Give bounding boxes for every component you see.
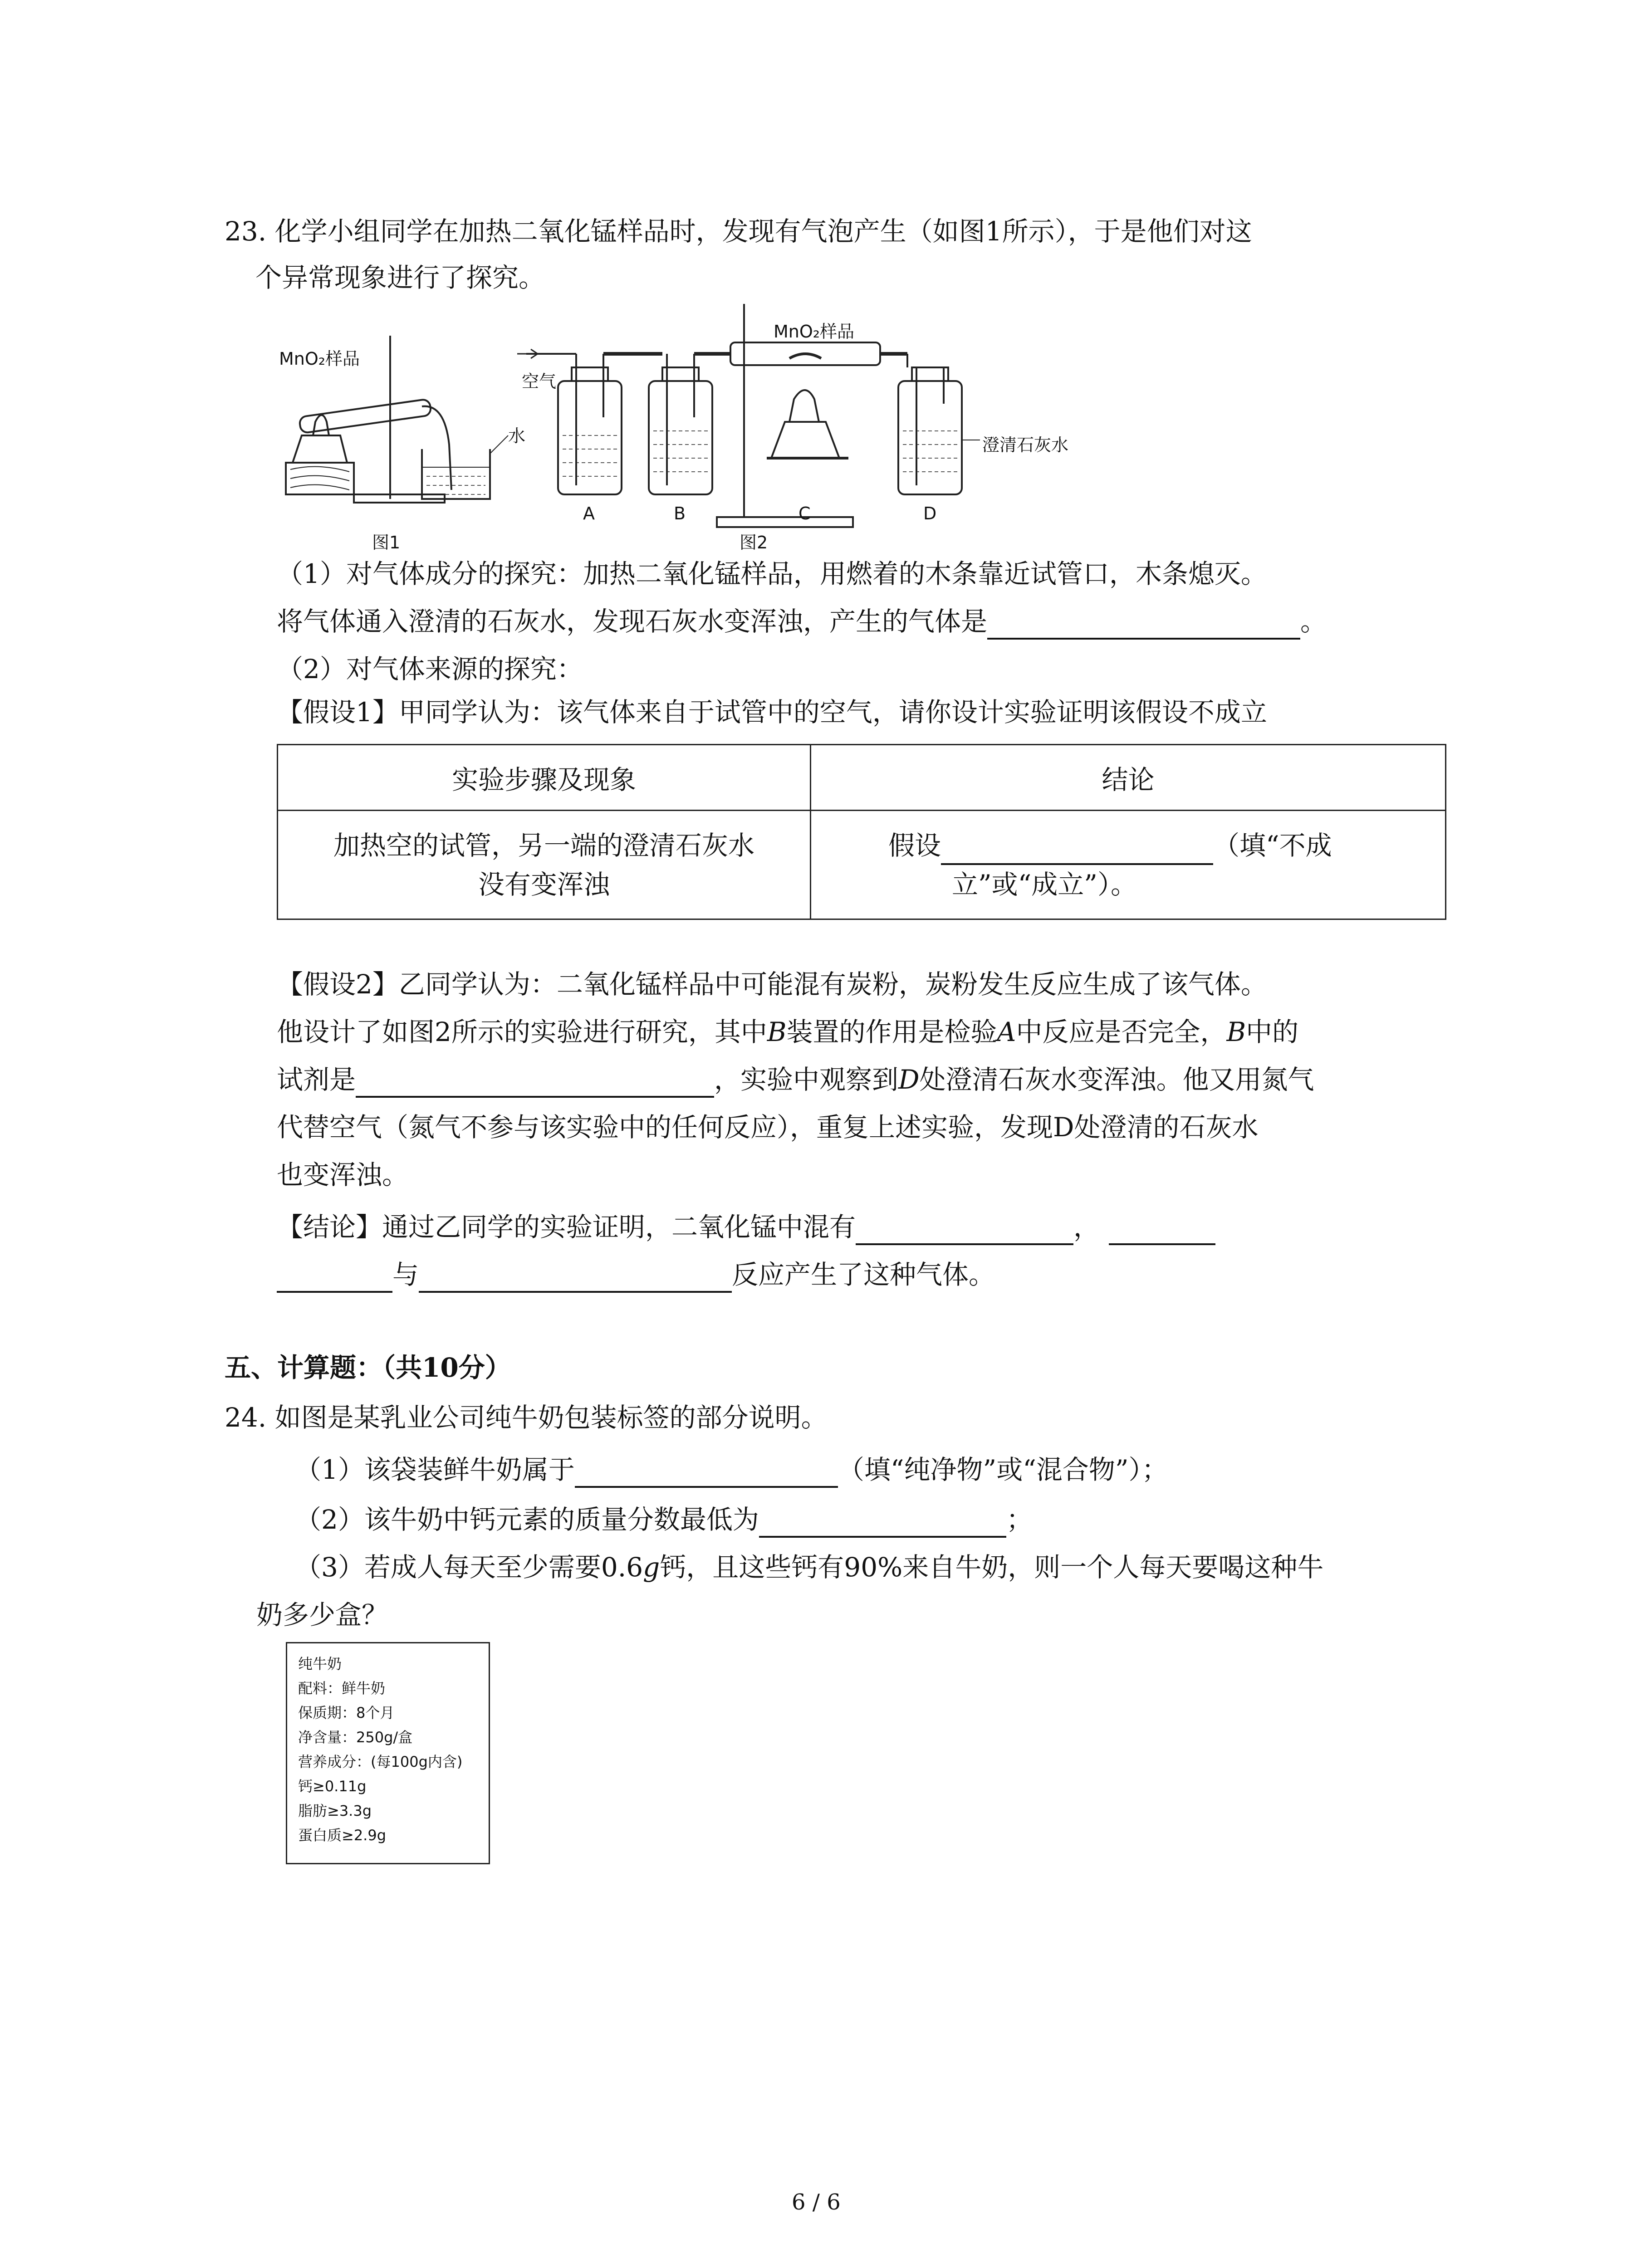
fig2-caption: 图2: [740, 533, 768, 552]
hypothesis-answer-blank[interactable]: [941, 837, 1213, 865]
conclusion-line2: [277, 1256, 995, 1293]
gas-answer-blank[interactable]: [987, 611, 1300, 640]
table-header-conclusion: 结论: [811, 745, 1446, 811]
q23-line2: 个异常现象进行了探究。: [255, 262, 545, 293]
label-fat: 脂肪≥3.3g: [298, 1802, 372, 1819]
fig1-mno2-label: MnO₂样品: [279, 349, 360, 369]
letter-a: A: [583, 503, 595, 523]
air-label: 空气: [522, 371, 557, 391]
h2-var-b1: B: [767, 1017, 787, 1047]
q24-p2-b: ；: [1006, 1504, 1033, 1535]
fig1-delivery-tube: [422, 406, 451, 490]
q23-p2: （2）对气体来源的探究：: [277, 654, 583, 684]
calcium-fraction-blank[interactable]: [759, 1509, 1006, 1538]
table-cell-steps: [278, 811, 811, 919]
hypothesis2-line2: [277, 1014, 1298, 1050]
milk-label-box: [286, 1642, 490, 1864]
hypothesis2-line5: 也变浑浊。: [277, 1159, 409, 1190]
q24-line1: 24. 如图是某乳业公司纯牛奶包装标签的部分说明。: [225, 1402, 828, 1433]
conclusion-blank-3[interactable]: [419, 1264, 732, 1293]
label-shelf-life: 保质期：8个月: [298, 1704, 395, 1721]
fig1-lamp: [293, 435, 347, 463]
bottle-a: [558, 381, 622, 494]
milk-type-blank[interactable]: [575, 1459, 838, 1488]
fig1-caption: 图1: [372, 533, 401, 552]
apparatus-figure: [272, 299, 1080, 553]
h2-var-b2: B: [1226, 1017, 1246, 1047]
label-calcium: 钙≥0.11g: [298, 1778, 367, 1795]
q24-p1-b: （填“纯净物”或“混合物”）；: [838, 1454, 1168, 1485]
conclusion-text-a: 【结论】通过乙同学的实验证明，二氧化锰中混有: [277, 1212, 856, 1242]
reagent-answer-blank[interactable]: [356, 1069, 714, 1098]
fig2-mno2-label: MnO₂样品: [774, 322, 855, 342]
q23-p1-line2: [277, 603, 1327, 640]
label-nutrition: 营养成分：(每100g内含): [298, 1753, 463, 1770]
h2-l3-b: ，实验中观察到: [714, 1064, 899, 1095]
q23-p1-end: 。: [1300, 606, 1327, 637]
label-name: 纯牛奶: [298, 1655, 342, 1672]
q24-p3-a: （3）若成人每天至少需要0.6: [295, 1552, 643, 1583]
q24-p3-line2: 奶多少盒？: [256, 1599, 388, 1630]
fig1-wood-block: [286, 463, 354, 494]
conclusion-text-c: 与: [392, 1259, 419, 1290]
page-number: 6 / 6: [792, 2190, 841, 2215]
q23-p1-text: 将气体通入澄清的石灰水，发现石灰水变浑浊，产生的气体是: [277, 606, 988, 637]
hypothesis2-line4: 代替空气（氮气不参与该实验中的任何反应），重复上述实验，发现D处澄清的石灰水: [277, 1112, 1259, 1143]
step-line2: 没有变浑浊: [478, 869, 610, 900]
h2-text-e: 中反应是否完全，: [1016, 1017, 1227, 1047]
conclusion-comma: ，: [1073, 1212, 1100, 1242]
conclusion-blank-2b[interactable]: [277, 1264, 392, 1293]
q24-p1-a: （1）该袋装鲜牛奶属于: [295, 1454, 575, 1485]
h2-text-g: 中的: [1246, 1017, 1299, 1047]
hypothesis2-line3: [277, 1061, 1314, 1098]
h2-text-c: 装置的作用是检验: [786, 1017, 997, 1047]
lamp-c: [771, 422, 839, 458]
conc-post: （填“不成: [1213, 830, 1332, 861]
step-line1: 加热空的试管，另一端的澄清石灰水: [333, 830, 754, 861]
limewater-label: 澄清石灰水: [982, 435, 1069, 455]
conclusion-blank-1[interactable]: [856, 1216, 1073, 1245]
section5-title: 五、计算题：（共10分）: [225, 1352, 511, 1383]
conclusion-blank-2a[interactable]: [1109, 1216, 1215, 1245]
h2-var-a: A: [997, 1017, 1016, 1047]
q24-p3-unit: g: [643, 1552, 660, 1583]
q23-p1-line1: （1）对气体成分的探究：加热二氧化锰样品，用燃着的木条靠近试管口，木条熄灭。: [277, 558, 1267, 589]
h2-l3-a: 试剂是: [277, 1064, 356, 1095]
q24-p2-a: （2）该牛奶中钙元素的质量分数最低为: [295, 1504, 759, 1535]
letter-c: C: [798, 503, 811, 523]
q24-p1: [295, 1452, 1168, 1488]
h2-l3-d: 处澄清石灰水变浑浊。他又用氮气: [919, 1064, 1314, 1095]
bottle-d: [898, 381, 962, 494]
label-ingredients: 配料：鲜牛奶: [298, 1680, 386, 1697]
q24-p3-b: 钙，且这些钙有90%来自牛奶，则一个人每天要喝这种牛: [660, 1552, 1324, 1583]
label-protein: 蛋白质≥2.9g: [298, 1827, 387, 1844]
experiment-table: [277, 744, 1446, 920]
conc-line2: 立”或“成立”）。: [952, 869, 1137, 900]
conc-pre: 假设: [888, 830, 941, 861]
q24-p3: [295, 1549, 1323, 1585]
hypothesis1: 【假设1】甲同学认为：该气体来自于试管中的空气，请你设计实验证明该假设不成立: [277, 697, 1267, 728]
water-label: 水: [508, 426, 526, 446]
h2-var-d: D: [898, 1064, 920, 1095]
bottle-b: [649, 381, 712, 494]
h2-text-a: 他设计了如图2所示的实验进行研究，其中: [277, 1017, 767, 1047]
letter-d: D: [923, 503, 937, 523]
q23-line1: 23. 化学小组同学在加热二氧化锰样品时，发现有气泡产生（如图1所示），于是他们对这: [225, 216, 1252, 247]
table-header-steps: 实验步骤及现象: [278, 745, 811, 811]
q24-p2: [295, 1501, 1033, 1538]
conclusion-text-d: 反应产生了这种气体。: [732, 1259, 995, 1290]
hypothesis2-line1: 【假设2】乙同学认为：二氧化锰样品中可能混有炭粉，炭粉发生反应生成了该气体。: [277, 969, 1267, 1000]
conclusion-line1: [277, 1209, 1215, 1245]
table-cell-conclusion: [811, 811, 1446, 919]
letter-b: B: [674, 503, 686, 523]
label-net-content: 净含量：250g/盒: [298, 1729, 413, 1746]
fig1-beaker: [422, 449, 490, 499]
